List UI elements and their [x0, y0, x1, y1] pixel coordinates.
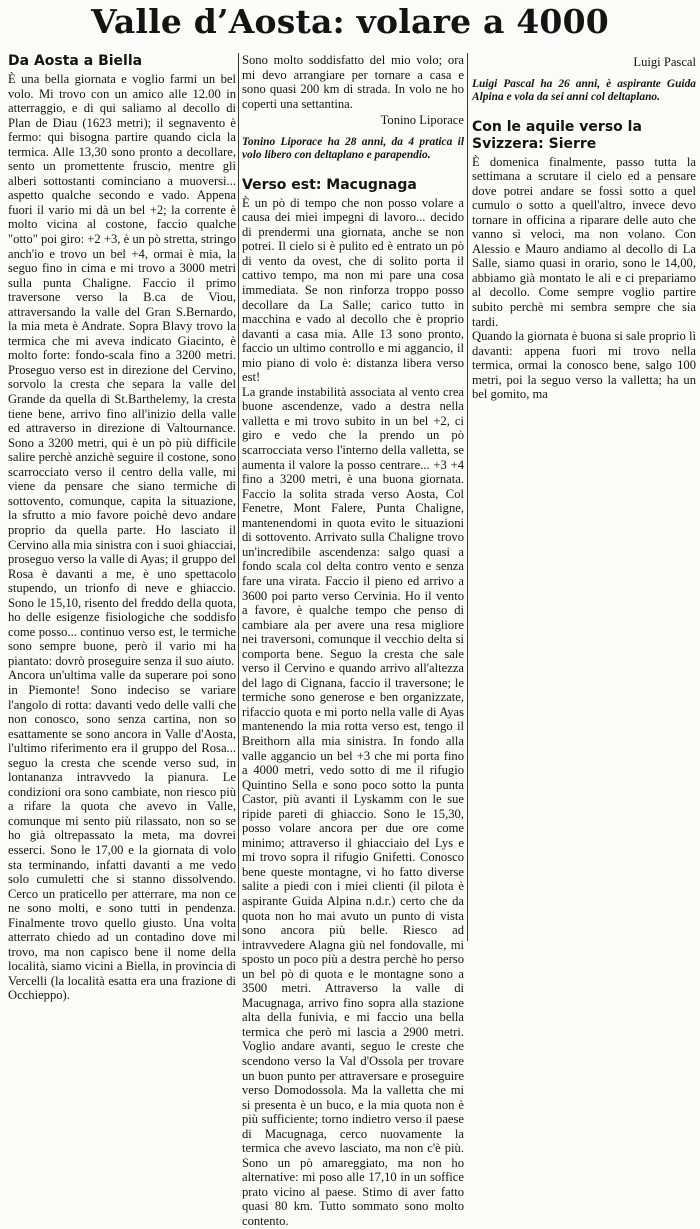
article-title: Con le aquile verso la Svizzera: Sierre — [472, 118, 642, 152]
article-title: Da Aosta a Biella — [8, 53, 143, 69]
page-headline: Valle d’Aosta: volare a 4000 — [91, 2, 609, 41]
author-note: Luigi Pascal ha 26 anni, è aspirante Guida Alpina e vola da sei anni col deltaplano. — [472, 77, 696, 104]
author-signature: Luigi Pascal — [633, 55, 696, 69]
article-paragraph: È una bella giornata e voglio farmi un bel volo. Mi trovo con un amico alle 12.00 in atterraggio, e di qui saliamo al decollo di Plan de Diau (1623 metri); il segnavento è fermo: qui bisogna partire quando cicla la termica. Alle 13,30 sono pronto a decollare, sento un promettente fruscio, mentre gli alberi sottostanti cominciano a muoversi... aspetto qualche secondo e vado. Appena fuori il vario mi dà un bel +2; la corrente è molto vicina al costone, faccio qualche "otto" poi giro: +2 +3, è un pò stretta, stringo anch'io e trovo un bel +4, ormai è mia, la seguo fino in cima e mi trovo a 3000 metri sulla punta Chaligne. Faccio il primo traversone verso la B.ca de Viou, attraversando la valle del Gran S.Bernardo, la mia meta è Andrate. Sopra Blavy trovo la termica che mi aveva indicato Giacinto, è molto forte: fondo-scala fino a 3200 metri. Proseguo verso est in direzione del Cervino, sorvolo la cresta che separa la valle del Grande da quella di St.Barthelemy, la cresta tiene bene, arrivo fino all'inizio della valle ed attraverso in direzione di Valtournance. Sono a 3200 metri, qui è un pò più difficile salire perchè anzichè seguire il costone, sono scarrocciato verso il centro della valle, mi viene da pensare che siano termiche di sottovento, comunque, capita la situazione, la sfrutto a mio favore poichè devo andare proprio da quella parte. Ho lasciato il Cervino alla mia sinistra con i suoi ghiacciai, proseguo verso la valle di Ayas; il gruppo del Rosa è davanti a me, è uno spettacolo stupendo, un trionfo di neve e ghiaccio. Sono le 15,10, risento del freddo della quota, ho delle esigenze fisiologiche che soddisfo come posso... continuo verso est, le termiche sono sempre buone, però il vario mi ha piantato: dovrò proseguire senza il suo aiuto. — [8, 72, 236, 668]
column-divider — [467, 53, 468, 941]
column-1 — [8, 53, 236, 1003]
author-signature: Tonino Liporace — [380, 113, 464, 128]
author-note: Tonino Liporace ha 28 anni, da 4 pratica il volo libero con deltaplano e parapendio. — [242, 135, 464, 162]
article-title: Verso est: Macugnaga — [242, 176, 417, 193]
article-paragraph: È un pò di tempo che non posso volare a causa dei miei impegni di lavoro... decido di prendermi una giornata, anche se non potrei. Il cielo si è pulito ed è entrato un pò di vento da ovest, che di solito porta il cattivo tempo, ma non mi pare una cosa immediata. Se non rinforza troppo posso decollare da La Salle; carico tutto in macchina e vado al decollo che è proprio davanti a casa mia. Alle 13 sono pronto, faccio un ultimo controllo e mi aggancio, il mio piano di volo è: distanza libera verso est! — [242, 195, 464, 385]
column-3 — [472, 53, 696, 402]
article-paragraph: Ancora un'ultima valle da superare poi sono in Piemonte! Sono indeciso se variare l'angolo di rotta: davanti vedo delle valli che non conosco, sono senza cartina, non so esattamente se sono ancora in Valle d'Aosta, l'ultimo riferimento era il gruppo del Rosa... seguo la cresta che scende verso sud, in lontananza intravvedo la pianura. Le condizioni ora sono cambiate, non riesco più a rifare la quota che avevo in Valle, comunque mi sento più rilassato, non so se ho già oltrepassato la meta, ma dovrei esserci. Sono le 17,00 e la giornata di volo sta terminando, infatti davanti a me vedo solo cumuletti che si stanno dissolvendo. Cerco un praticello per atterrare, ma non ce ne sono molti, e sono tutti in pendenza. Finalmente trovo quello giusto. Una volta atterrato chiedo ad un contadino dove mi trovo, ma non capisco bene il nome della località, siamo vicini a Biella, in provincia di Vercelli (la località esatta era una frazione di Occhieppo). — [8, 668, 236, 1003]
article-paragraph: Quando la giornata è buona si sale proprio lì davanti: appena fuori mi trovo nella termica, ormai la conosco bene, salgo 100 metri, poi la seguo verso la valletta; ha un bel gomito, ma — [472, 329, 696, 402]
article-paragraph: È domenica finalmente, passo tutta la settimana a scrutare il cielo ed a pensare dove potrei andare se fossi sotto a quel cumulo o sotto a quell'altro, invece devo tornare in officina a riparare delle auto che vanno sì veloci, ma non volano. Con Alessio e Mauro andiamo al decollo di La Salle, siamo quasi in orario, sono le 14,00, abbiamo già montato le ali e ci prepariamo al decollo. Come sempre voglio partire subito perchè mi sembra sempre che sia tardi. — [472, 154, 696, 329]
article-paragraph: Sono molto soddisfatto del mio volo; ora mi devo arrangiare per tornare a casa e sono quasi 200 km di strada. In volo ne ho coperti una settantina. — [242, 53, 464, 111]
article-paragraph: La grande instabilità associata al vento crea buone ascendenze, vado a destra nella valletta e mi trovo subito in un bel +2, ci giro e vedo che la prendo un pò scarrocciata verso l'interno della valletta, se aumenta il valore la posso centrare... +3 +4 fino a 3200 metri, è una buona giornata. Faccio la solita strada verso Aosta, Col Fenetre, Mont Falere, Punta Chaligne, mantenendomi in quota evito le situazioni di sottovento. Arrivato sulla Chaligne trovo un'incredibile ascendenza: salgo quasi a fondo scala col delta contro vento e senza fare una virata. Faccio il pieno ed arrivo a 3600 poi parto verso Cervinia. Ho il vento a favore, è qualche tempo che penso di cambiare ala per avere una resa migliore nei traversoni, comunque il vecchio delta si comporta bene. Seguo la cresta che sale verso il Cervino e quando arrivo all'altezza del lago di Cignana, faccio il traversone; le termiche sono generose e ben organizzate, rifaccio quota e mi porto nella valle di Ayas mantenendo la mia rotta verso est, tengo il Breithorn alla mia sinistra. In fondo alla valle aggancio un bel +3 che mi porta fino a 4000 metri, vedo sotto di me il rifugio Quintino Sella e sono poco sotto la punta Castor, più avanti il Lyskamm con le sue ripide pareti di ghiaccio. Sono le 15,30, posso volare ancora per due ore come minimo; attraverso il ghiacciaio del Lys e mi trovo sopra il rifugio Gnifetti. Conosco bene queste montagne, vi ho fatto diverse salite a piedi con i miei clienti (il pilota è aspirante Guida Alpina n.d.r.) certo che da quota non ho mai avuto un punto di vista sono ancora più belle. Riesco ad intravvedere Alagna giù nel fondovalle, mi sposto un poco più a destra perchè ho perso un bel pò di quota e le montagne sono a 3500 metri. Attraverso la valle di Macugnaga, arrivo fino sopra alla stazione alta della funivia, e mi faccio una bella termica che però mi lascia a 2900 metri. Voglio andare avanti, seguo le creste che scendono verso la Val d'Ossola per trovare un buon punto per attraversare e proseguire verso Domodossola. Ma la valletta che mi si presenta è un buco, e la mia quota non è più sufficiente; torno indietro verso il paese di Macugnaga, cerco nuovamente la termica che avevo lasciato, ma non c'è più. Sono un pò amareggiato, ma non ho alternative: mi poso alle 17,10 in un soffice prato vicino al paese. Stimo di aver fatto quasi 80 km. Tutto sommato sono molto contento. — [242, 384, 464, 1229]
column-divider — [238, 53, 239, 941]
column-2 — [242, 53, 464, 1229]
